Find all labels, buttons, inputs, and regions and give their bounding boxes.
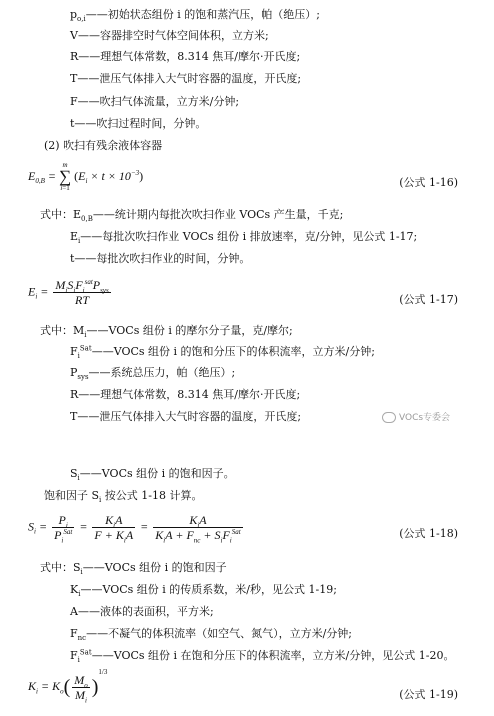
def-t: T——泄压气体排入大气时容器的温度，开氏度; bbox=[70, 72, 302, 85]
where-t: t——每批次吹扫作业的时间，分钟。 bbox=[70, 252, 251, 265]
where-ei: $E_i——$每批次吹扫作业 VOCs 组份 i 排放速率，克/分钟，见公式 1-17; bbox=[70, 230, 418, 246]
formula-1-18: $S_i$ = $\frac{P_i}{P_i^{Sat}}$ = $\frac{K_iA}{F + K_iA}$ = $\frac{K_iA}{K_iA + F_{nc} + S_iF_i^{Sat}}$ bbox=[28, 513, 241, 545]
si-calc-note: 饱和因子 $S_i$ 按公式 1-18 计算。 bbox=[44, 489, 203, 505]
def-time: t——吹扫过程时间，分钟。 bbox=[70, 117, 207, 130]
where-fnc: $F_{nc}——$不凝气的体积流率（如空气、氮气），立方米/分钟; bbox=[70, 627, 352, 643]
watermark: VOCs专委会 bbox=[382, 410, 450, 423]
chat-bubble-icon bbox=[382, 412, 396, 423]
def-f: F——吹扫气体流量，立方米/分钟; bbox=[70, 95, 240, 108]
def-v: V——容器排空时气体空间体积，立方米; bbox=[70, 29, 269, 42]
formula-number-1-18: (公式 1-18) bbox=[399, 527, 458, 540]
where-a: A——液体的表面积，平方米; bbox=[70, 605, 214, 618]
si-definition: $S_i——VOCs$ 组份 i 的饱和因子。 bbox=[70, 467, 235, 483]
formula-number-1-17: (公式 1-17) bbox=[399, 293, 458, 306]
formula-number-1-16: (公式 1-16) bbox=[399, 176, 458, 189]
where-si: 式中：$S_i——VOCs$ 组份 i 的饱和因子 bbox=[40, 561, 227, 577]
where-fi-sat: $F_i^{Sat}——VOCs$ 组份 i 在饱和分压下的体积流率，立方米/分钟，见公式 1-20。 bbox=[70, 648, 455, 665]
where-r: R——理想气体常数，8.314 焦耳/摩尔·开氏度; bbox=[70, 388, 301, 401]
where-fisat: $F_i^{Sat}——VOCs$ 组份 i 的饱和分压下的体积流率，立方米/分钟; bbox=[70, 344, 375, 361]
where-ki: $K_i——VOCs$ 组份 i 的传质系数，米/秒，见公式 1-19; bbox=[70, 583, 337, 599]
formula-1-19: $K_i = K_o$( $\frac{M_o}{M_i}$ )$^{1/3}$ bbox=[28, 668, 108, 705]
def-r: R——理想气体常数，8.314 焦耳/摩尔·开氏度; bbox=[70, 50, 301, 63]
formula-number-1-19: (公式 1-19) bbox=[399, 688, 458, 701]
formula-1-16: $E_{0,B}$ = m ∑ i=1 $(E_i \times t \times 10^{-3})$ bbox=[28, 161, 144, 192]
section-heading: (2) 吹扫有残余液体容器 bbox=[44, 139, 163, 152]
where-temp: T——泄压气体排入大气时容器的温度，开氏度; bbox=[70, 410, 302, 423]
formula-1-17: $E_i$ = $\frac{M_iS_iF_i^{sat}P_{sys}}{RT}$ bbox=[28, 278, 109, 307]
where-e0b: 式中：$E_{0,B}——$统计期内每批次吹扫作业 VOCs 产生量，千克; bbox=[40, 208, 344, 224]
def-p0: $p_{o,i}——$初始状态组份 i 的饱和蒸汽压，帕（绝压）; bbox=[70, 8, 320, 24]
where-psys: $P_{sys}——$系统总压力，帕（绝压）; bbox=[70, 366, 236, 382]
where-mi: 式中：$M_i——VOCs$ 组份 i 的摩尔分子量，克/摩尔; bbox=[40, 324, 293, 340]
